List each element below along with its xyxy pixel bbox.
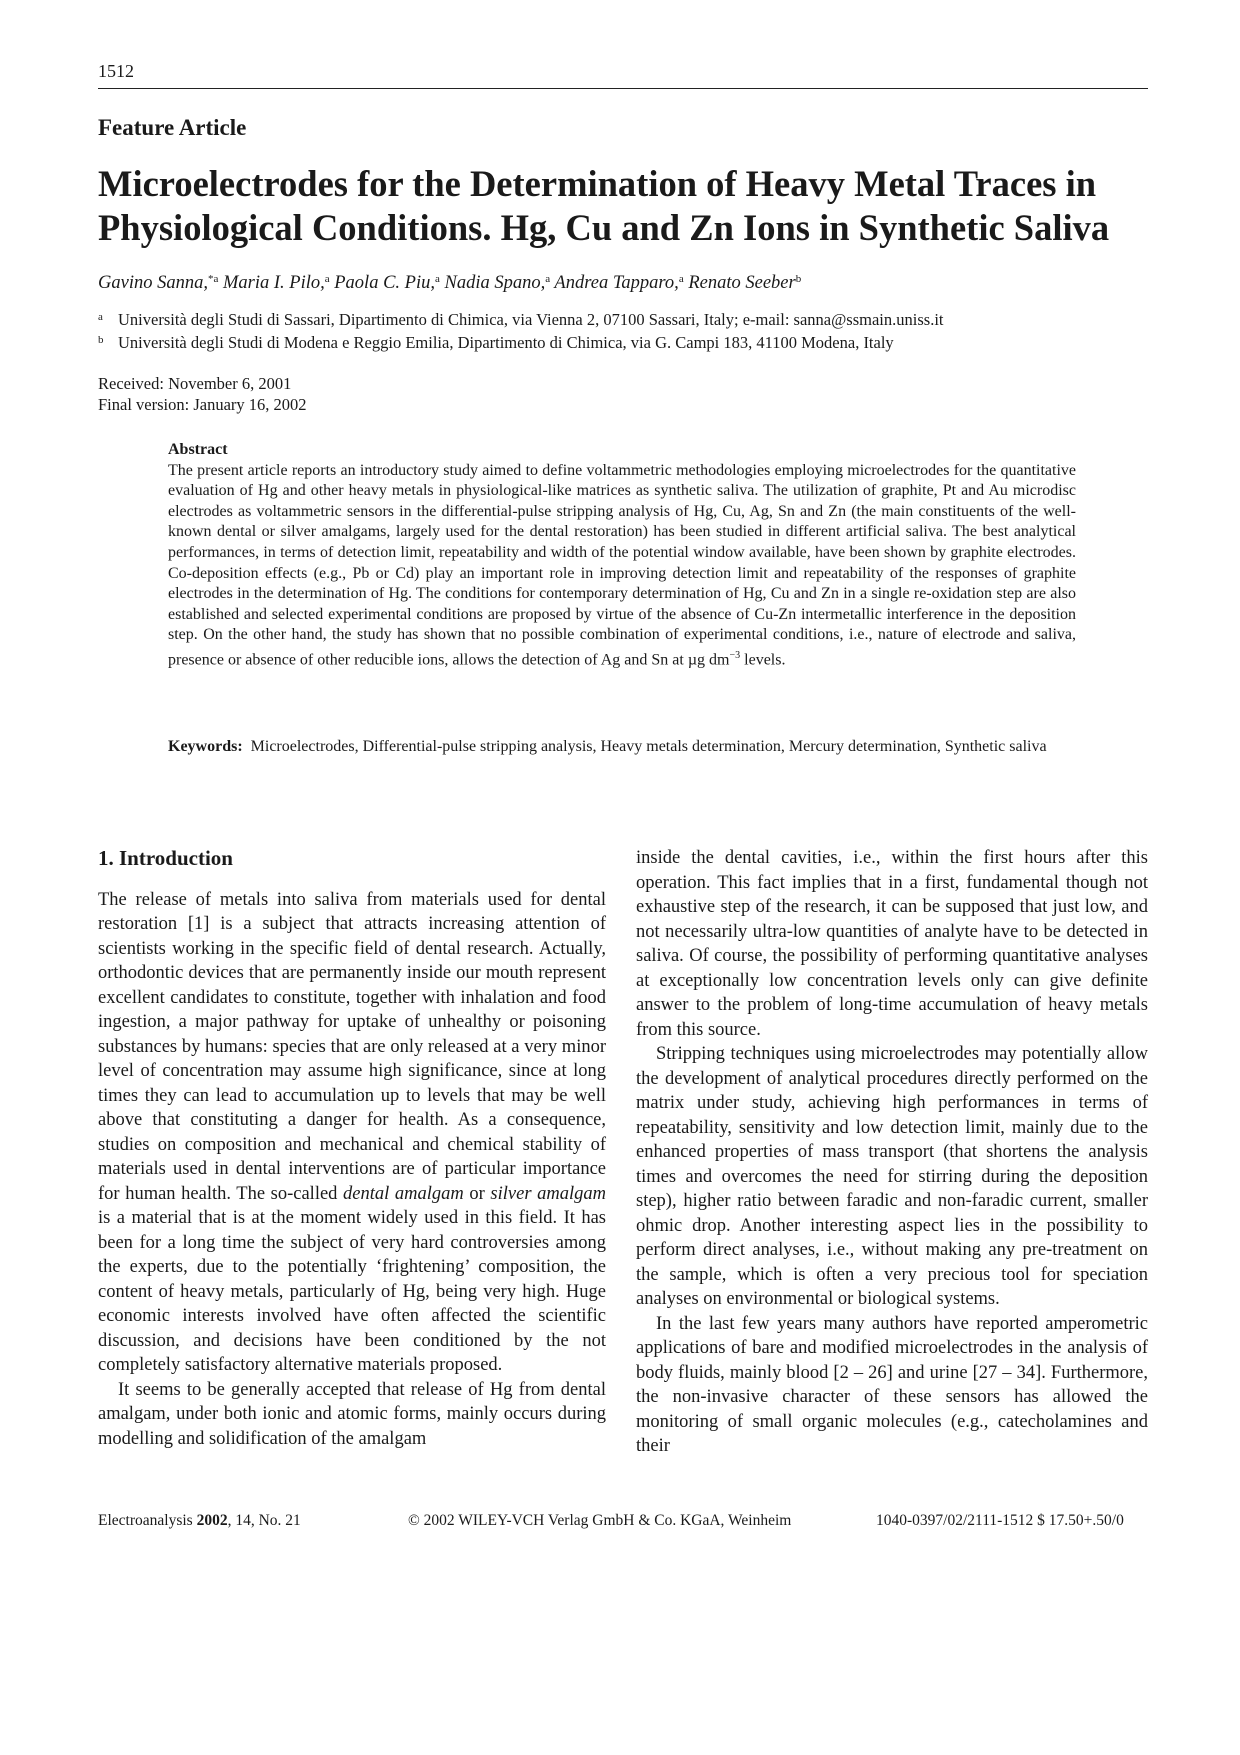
final-version-date: Final version: January 16, 2002 <box>98 395 307 414</box>
journal-volume: , 14, No. 21 <box>227 1512 301 1529</box>
affiliations <box>98 307 944 353</box>
author-mark: a <box>434 273 440 285</box>
author-name: Renato Seeber <box>688 273 796 293</box>
body-paragraph <box>98 888 606 1378</box>
author-mark: *a <box>207 273 219 285</box>
right-column <box>636 846 1148 1459</box>
author-mark: a <box>678 273 684 285</box>
emphasis-term: dental amalgam <box>343 1183 464 1204</box>
footer-issn: 1040-0397/02/2111-1512 $ 17.50+.50/0 <box>876 1512 1124 1529</box>
abstract-body-end: levels. <box>740 651 786 669</box>
article-dates <box>98 373 307 415</box>
author-list <box>98 271 801 295</box>
footer-journal <box>98 1511 301 1531</box>
journal-name: Electroanalysis <box>98 1512 197 1529</box>
author-name: Maria I. Pilo, <box>222 273 325 293</box>
author-name: Nadia Spano, <box>444 273 546 293</box>
journal-year: 2002 <box>196 1512 228 1529</box>
emphasis-term: silver amalgam <box>490 1183 606 1204</box>
received-date: Received: November 6, 2001 <box>98 374 292 393</box>
left-column <box>98 846 606 1451</box>
affiliation-b <box>98 330 944 353</box>
page-number: 1512 <box>98 61 134 81</box>
author-mark: a <box>545 273 551 285</box>
author-mark: b <box>795 273 802 285</box>
author-name: Andrea Tapparo, <box>554 273 679 293</box>
article-title-line-2: Physiological Conditions. Hg, Cu and Zn Ions in Synthetic Saliva <box>98 207 1110 248</box>
author-name: Gavino Sanna, <box>98 273 208 293</box>
keywords-label: Keywords: <box>168 738 243 755</box>
article-title-line-1: Microelectrodes for the Determination of Heavy Metal Traces in <box>98 163 1097 204</box>
affiliation-mark: b <box>98 334 104 346</box>
abstract-body: The present article reports an introductory study aimed to define voltammetric methodologies employing microelectrodes for the quantitative evaluation of Hg and other heavy metals in physiological-like matrices as synthetic saliva. The utilization of graphite, Pt and Au microdisc electrodes as voltammetric sensors in the differential-pulse stripping analysis of Hg, Cu, Ag, Sn and Zn (the main constituents of the well-known dental or silver amalgams, largely used for the dental restoration) has been studied in different artificial saliva. The best analytical performances, in terms of detection limit, repeatability and width of the potential window available, have been shown by graphite electrodes. Co-deposition effects (e.g., Pb or Cd) play an important role in improving detection limit and repeatability of the responses of graphite electrodes in the determination of Hg. The conditions for contemporary determination of Hg, Cu and Zn in a single re-oxidation step are also established and selected experimental conditions are proposed by virtue of the absence of Cu-Zn intermetallic interference in the deposition step. On the other hand, the study has shown that no possible combination of experimental conditions, i.e., nature of electrode and saliva, presence or absence of other reducible ions, allows the detection of Ag and Sn at µg dm <box>168 461 1076 669</box>
abstract-text <box>168 461 1076 671</box>
footer-copyright: © 2002 WILEY-VCH Verlag GmbH & Co. KGaA, Weinheim <box>408 1512 792 1529</box>
header-divider <box>98 88 1148 89</box>
section-label: Feature Article <box>98 115 247 140</box>
unit-exponent: −3 <box>729 649 741 661</box>
affiliation-text: Università degli Studi di Sassari, Dipartimento di Chimica, via Vienna 2, 07100 Sassari, Italy; e-mail: sanna@ssmain.uniss.it <box>118 310 944 329</box>
affiliation-a <box>98 307 944 330</box>
abstract-block <box>168 440 1076 671</box>
article-title <box>98 162 1158 250</box>
keywords-list: Microelectrodes, Differential-pulse stripping analysis, Heavy metals determination, Mercury determination, Synthetic saliva <box>250 738 1047 755</box>
body-paragraph: inside the dental cavities, i.e., within the first hours after this operation. This fact implies that in a first, fundamental though not exhaustive step of the research, it can be supposed that just low, and not necessarily ultra-low quantities of analyte have to be detected in saliva. Of course, the possibility of performing quantitative analyses at exceptionally low concentration levels only can give definite answer to the problem of long-time accumulation of heavy metals from this source. <box>636 848 1148 1040</box>
paragraph-text: or <box>463 1183 491 1204</box>
body-paragraph: Stripping techniques using microelectrodes may potentially allow the development of analytical procedures directly performed on the matrix under study, achieving high performances in terms of repeatability, sensitivity and low detection limit, mainly due to the enhanced properties of mass transport (that shortens the analysis times and overcomes the need for stirring during the deposition step), higher ratio between faradic and non-faradic current, smaller ohmic drop. Another interesting aspect lies in the possibility to perform direct analyses, i.e., without making any pre-treatment on the sample, which is often a very precious tool for speciation analyses on environmental or biological systems. <box>636 1044 1148 1309</box>
body-paragraph: It seems to be generally accepted that release of Hg from dental amalgam, under both ionic and atomic forms, mainly occurs during modelling and solidification of the amalgam <box>98 1379 606 1449</box>
affiliation-text: Università degli Studi di Modena e Reggio Emilia, Dipartimento di Chimica, via G. Campi 183, 41100 Modena, Italy <box>118 333 894 352</box>
keywords-block <box>168 736 1076 757</box>
paragraph-text: is a material that is at the moment widely used in this field. It has been for a long time the subject of very hard controversies among the experts, due to the potentially ‘frightening’ composition, the content of heavy metals, particularly of Hg, being very high. Huge economic interests involved have often affected the scientific discussion, and decisions have been conditioned by the not completely satisfactory alternative materials proposed. <box>98 1208 606 1375</box>
affiliation-mark: a <box>98 311 103 323</box>
author-mark: a <box>324 273 330 285</box>
abstract-heading: Abstract <box>168 441 228 458</box>
author-name: Paola C. Piu, <box>334 273 435 293</box>
section-heading-introduction: 1. Introduction <box>98 846 233 870</box>
body-paragraph: In the last few years many authors have reported amperometric applications of bare and modified microelectrodes in the analysis of body fluids, mainly blood [2 – 26] and urine [27 – 34]. Furthermore, the non-invasive character of these sensors has allowed the monitoring of small organic molecules (e.g., catecholamines and their <box>636 1313 1148 1456</box>
paragraph-text: The release of metals into saliva from materials used for dental restoration [1] is a subject that attracts increasing attention of scientists working in the specific field of dental research. Actually, orthodontic devices that are permanently inside our mouth represent excellent candidates to constitute, together with inhalation and food ingestion, a major pathway for uptake of unhealthy or poisoning substances by humans: species that are only released at a very minor level of concentration may assume high significance, since at long times they can lead to accumulation up to levels that may be well above that constituting a danger for health. As a consequence, studies on composition and mechanical and chemical stability of materials used in dental interventions are of particular importance for human health. The so-called <box>98 889 606 1204</box>
